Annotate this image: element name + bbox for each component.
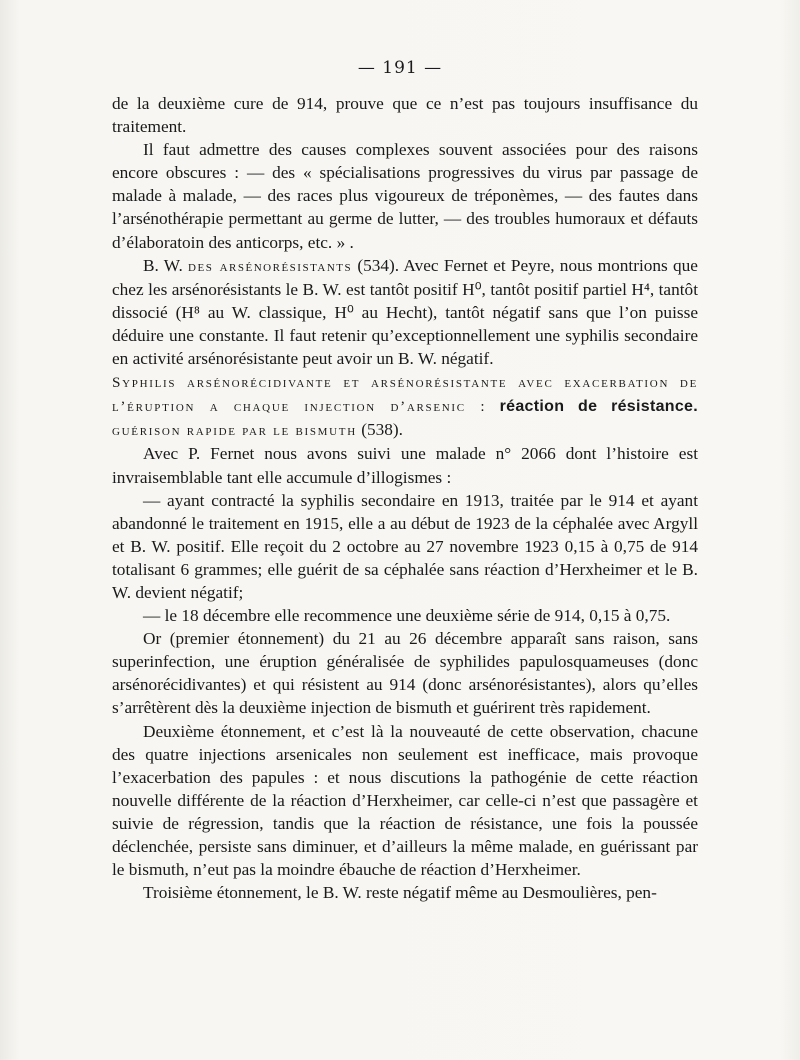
section-heading: guérison rapide par le bismuth xyxy=(112,422,357,440)
section-body: (534). Avec Fernet et Peyre, nous montrions que chez les arsénorésistants le B. W. est tantôt positif H⁰, tantôt positif partiel H⁴, tantôt dissocié (H⁸ au W. classique, H⁰ au Hecht), tantôt négatif sans que l’on puisse déduire une constante. Il faut retenir qu’exceptionnellement une syphilis secondaire en activité arsénorésistante peut avoir un B. W. négatif. xyxy=(112,255,698,369)
paragraph-december-series: — le 18 décembre elle recommence une deuxième série de 914, 0,15 à 0,75. xyxy=(143,606,671,626)
body-text xyxy=(112,92,698,904)
section-keyword: réaction de résistance. xyxy=(499,398,698,416)
paragraph-third-astonishment: Troisième étonnement, le B. W. reste négatif même au Desmoulières, pen- xyxy=(143,883,657,903)
paragraph-causes: Il faut admettre des causes complexes souvent associées pour des raisons encore obscures : — des « spécialisations progressives du virus par passage de malade à malade, — des races plus vigoureux de tréponèmes, — des fautes dans l’arsénothérapie permettant au germe de lutter, — des troubles humoraux et défauts d’élaboratoin des anticorps, etc. » . xyxy=(112,140,698,252)
paragraph-continuation: de la deuxième cure de 914, prouve que ce n’est pas toujours insuffisance du traitement. xyxy=(112,94,698,137)
section-heading: Syphilis arsénorécidivante et arsénorésistante avec exacerbation de l’éruption a chaque injection d’arsenic : xyxy=(112,374,698,416)
section-reference: (538). xyxy=(361,420,403,440)
page-number: — 191 — xyxy=(357,58,443,78)
paragraph-second-astonishment: Deuxième étonnement, et c’est là la nouveauté de cette observation, chacune des quatre injections arsenicales non seulement est inefficace, mais provoque l’exacerbation des papules : et nous discutions la pathogénie de cette réaction nouvelle différente de la réaction d’Herxheimer, car celle-ci n’est que passagère et suivie de régression, tandis que la réaction de résistance, une fois la poussée déclenchée, persiste sans diminuer, et d’ailleurs la même malade, en guérissant par le bismuth, n’eut pas la moindre ébauche de réaction d’Herxheimer. xyxy=(112,721,698,880)
paragraph-history-1913: — ayant contracté la syphilis secondaire en 1913, traitée par le 914 et ayant abandonné le traitement en 1915, elle a au début de 1923 de la céphalée avec Argyll et B. W. positif. Elle reçoit du 2 octobre au 27 novembre 1923 0,15 à 0,75 de 914 totalisant 6 grammes; elle guérit de sa céphalée sans réaction d’Herxheimer et le B. W. devient négatif; xyxy=(112,490,698,602)
paragraph-syphilis-heading xyxy=(112,370,698,442)
section-heading: des arsénorésistants xyxy=(188,257,353,275)
paragraph-first-astonishment: Or (premier étonnement) du 21 au 26 décembre apparaît sans raison, sans superinfection, une éruption généralisée de syphilides papulosquameuses (donc arsénorécidivantes) et qui résistent au 914 (donc arsénorésistantes), alors qu’elles s’arrêtèrent dès la deuxième injection de bismuth et guérirent très rapidement. xyxy=(112,629,698,718)
paragraph-bw-arsenoresistants xyxy=(112,254,698,370)
paragraph-fernet-case: Avec P. Fernet nous avons suivi une malade n° 2066 dont l’histoire est invraisemblable tant elle accumule d’illogismes : xyxy=(112,444,698,487)
section-lead: B. W. xyxy=(143,255,183,275)
